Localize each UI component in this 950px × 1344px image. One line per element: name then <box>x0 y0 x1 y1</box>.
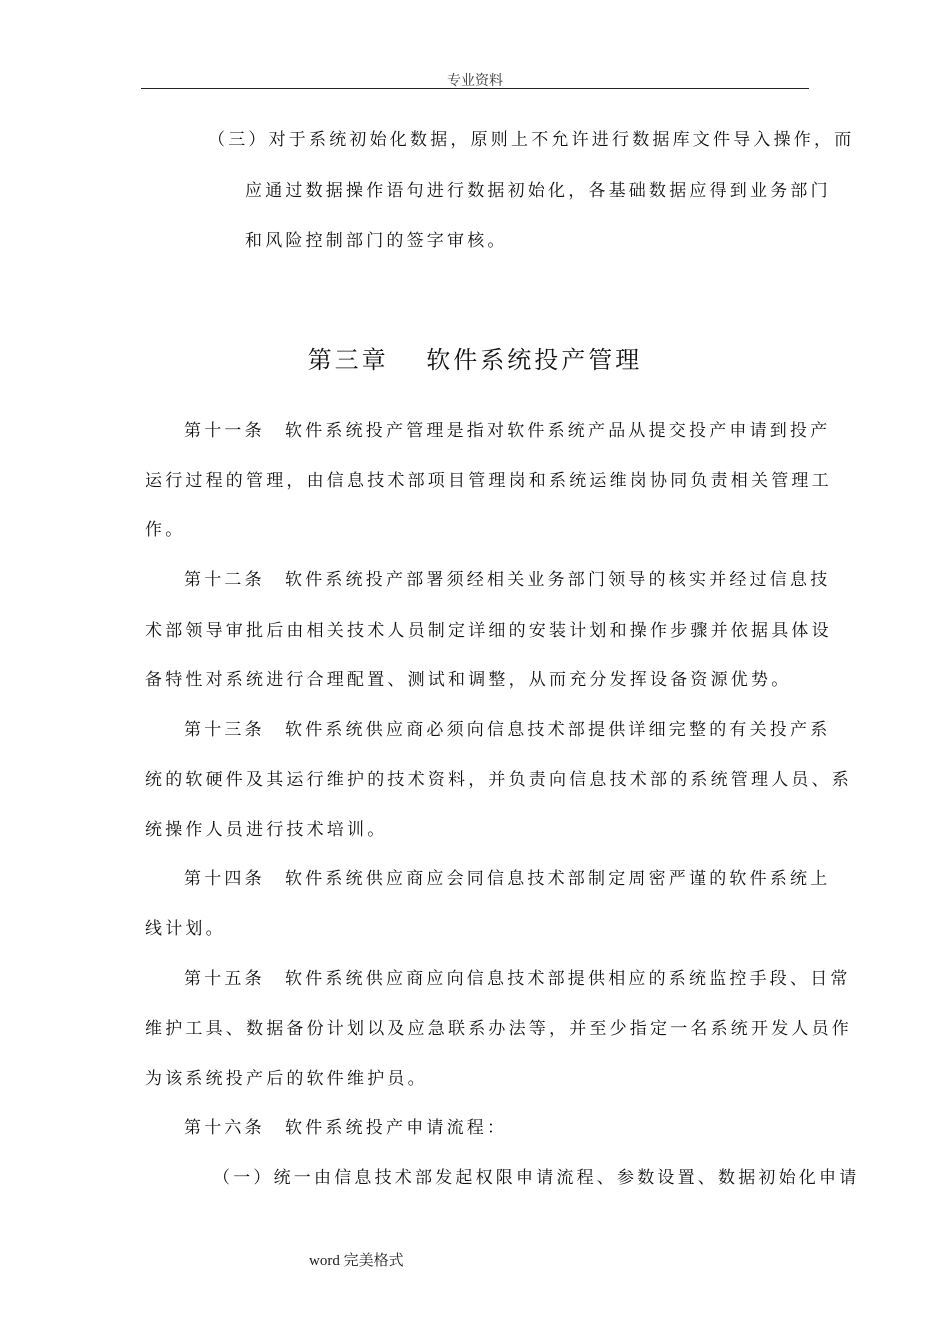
article-12-line-3: 备特性对系统进行合理配置、测试和调整，从而充分发挥设备资源优势。 <box>145 670 792 690</box>
article-11-line-2: 运行过程的管理，由信息技术部项目管理岗和系统运维岗协同负责相关管理工 <box>145 471 832 491</box>
article-13-line-2: 统的软硬件及其运行维护的技术资料，并负责向信息技术部的系统管理人员、系 <box>145 770 852 790</box>
body-line-3: 和风险控制部门的签字审核。 <box>245 231 508 251</box>
page-header: 专业资料 <box>447 73 503 89</box>
body-line-2: 应通过数据操作语句进行数据初始化，各基础数据应得到业务部门 <box>245 181 831 201</box>
article-12-line-2: 术部领导审批后由相关技术人员制定详细的安装计划和操作步骤并依据具体设 <box>145 621 832 641</box>
article-16-line-1: 第十六条 软件系统投产申请流程： <box>184 1118 508 1138</box>
article-14-line-2: 线计划。 <box>145 919 226 939</box>
chapter-title: 第三章 软件系统投产管理 <box>307 346 643 374</box>
article-11-line-1: 第十一条 软件系统投产管理是指对软件系统产品从提交投产申请到投产 <box>184 421 831 441</box>
article-15-line-1: 第十五条 软件系统供应商应向信息技术部提供相应的系统监控手段、日常 <box>184 969 851 989</box>
article-12-line-1: 第十二条 软件系统投产部署须经相关业务部门领导的核实并经过信息技 <box>184 570 831 590</box>
article-15-line-3: 为该系统投产后的软件维护员。 <box>145 1069 428 1089</box>
article-16-line-2: （一）统一由信息技术部发起权限申请流程、参数设置、数据初始化申请 <box>213 1168 860 1188</box>
article-11-line-3: 作。 <box>145 520 186 540</box>
article-14-line-1: 第十四条 软件系统供应商应会同信息技术部制定周密严谨的软件系统上 <box>184 869 831 889</box>
article-13-line-3: 统操作人员进行技术培训。 <box>145 820 388 840</box>
article-15-line-2: 维护工具、数据备份计划以及应急联系办法等，并至少指定一名系统开发人员作 <box>145 1019 852 1039</box>
header-divider <box>141 88 809 89</box>
page-footer: word 完美格式 <box>309 1253 404 1269</box>
article-13-line-1: 第十三条 软件系统供应商必须向信息技术部提供详细完整的有关投产系 <box>184 720 831 740</box>
body-line-1: （三）对于系统初始化数据，原则上不允许进行数据库文件导入操作，而 <box>208 130 855 150</box>
